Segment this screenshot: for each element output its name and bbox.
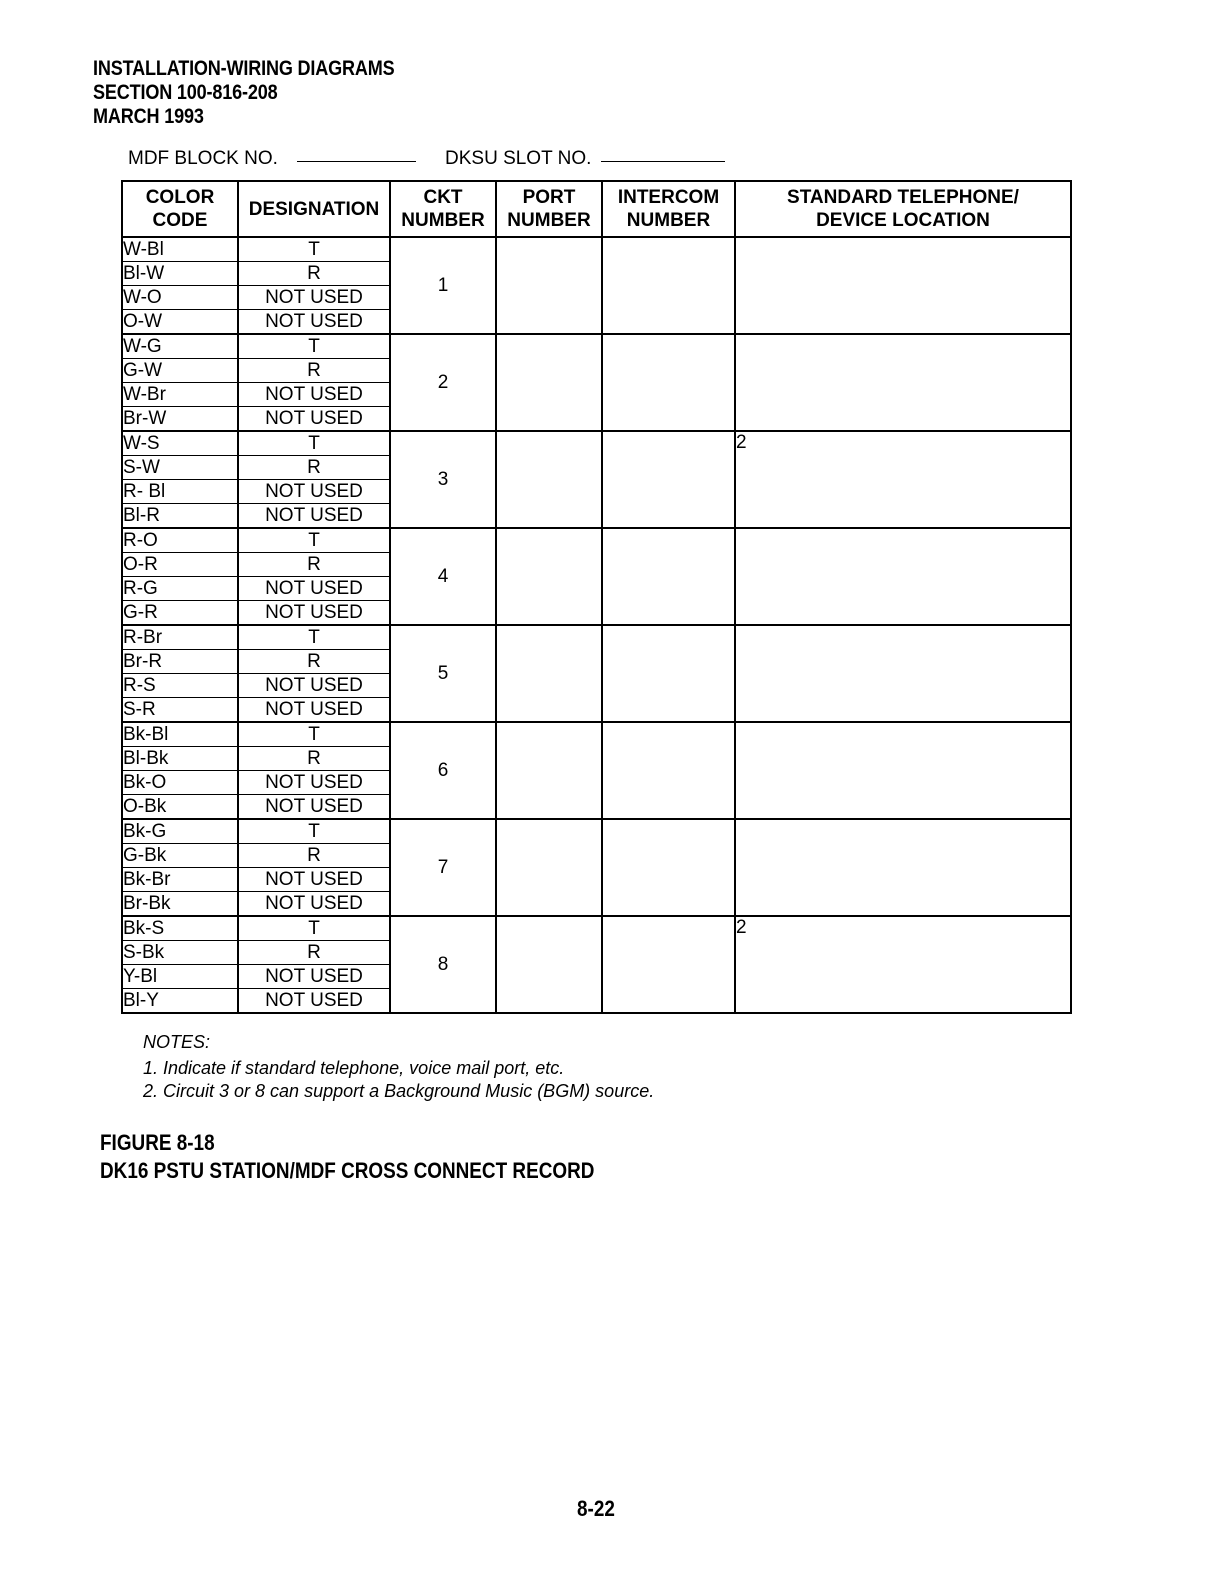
designation-cell: T (238, 625, 390, 650)
designation-cell: NOT USED (238, 601, 390, 626)
designation-cell: NOT USED (238, 310, 390, 335)
device-location-cell[interactable] (735, 625, 1071, 722)
device-location-cell[interactable] (735, 237, 1071, 334)
device-location-cell[interactable] (735, 528, 1071, 625)
header-intercom-number: INTERCOM NUMBER (602, 181, 735, 237)
designation-cell: T (238, 819, 390, 844)
port-number-cell[interactable] (496, 819, 602, 916)
note-2: 2. Circuit 3 or 8 can support a Background Music (BGM) source. (143, 1081, 655, 1101)
designation-cell: NOT USED (238, 892, 390, 917)
color-code-cell: Y-Bl (122, 965, 238, 989)
table-row (122, 334, 1071, 359)
designation-cell: R (238, 650, 390, 674)
designation-cell: NOT USED (238, 383, 390, 407)
header-section: SECTION 100-816-208 (93, 81, 278, 104)
table-row (122, 819, 1071, 844)
port-number-cell[interactable] (496, 916, 602, 1013)
mdf-block-blank (297, 161, 416, 162)
figure-title: DK16 PSTU STATION/MDF CROSS CONNECT RECORD (100, 1158, 595, 1183)
port-number-cell[interactable] (496, 722, 602, 819)
circuit-number-cell: 7 (390, 819, 496, 916)
circuit-number-cell: 2 (390, 334, 496, 431)
device-location-cell[interactable] (735, 722, 1071, 819)
intercom-number-cell[interactable] (602, 334, 735, 431)
designation-cell: NOT USED (238, 965, 390, 989)
designation-cell: T (238, 334, 390, 359)
color-code-cell: Bk-O (122, 771, 238, 795)
color-code-cell: Bk-S (122, 916, 238, 941)
port-number-cell[interactable] (496, 237, 602, 334)
port-number-cell[interactable] (496, 431, 602, 528)
designation-cell: R (238, 941, 390, 965)
color-code-cell: Br-W (122, 407, 238, 432)
color-code-cell: Bk-Br (122, 868, 238, 892)
intercom-number-cell[interactable] (602, 819, 735, 916)
color-code-cell: R-S (122, 674, 238, 698)
page-number: 8-22 (577, 1496, 615, 1521)
header-device-location: STANDARD TELEPHONE/ DEVICE LOCATION (735, 181, 1071, 237)
color-code-cell: W-G (122, 334, 238, 359)
circuit-number-cell: 5 (390, 625, 496, 722)
designation-cell: R (238, 262, 390, 286)
designation-cell: R (238, 359, 390, 383)
port-number-cell[interactable] (496, 625, 602, 722)
circuit-number-cell: 1 (390, 237, 496, 334)
circuit-number-cell: 8 (390, 916, 496, 1013)
color-code-cell: Bl-W (122, 262, 238, 286)
designation-cell: NOT USED (238, 504, 390, 529)
circuit-number-cell: 3 (390, 431, 496, 528)
device-location-cell[interactable] (735, 334, 1071, 431)
color-code-cell: G-W (122, 359, 238, 383)
designation-cell: T (238, 528, 390, 553)
port-number-cell[interactable] (496, 334, 602, 431)
designation-cell: NOT USED (238, 698, 390, 723)
device-location-cell[interactable]: 2 (735, 916, 1071, 1013)
figure-number: FIGURE 8-18 (100, 1130, 215, 1155)
header-title: INSTALLATION-WIRING DIAGRAMS (93, 57, 395, 80)
designation-cell: T (238, 916, 390, 941)
color-code-cell: Br-R (122, 650, 238, 674)
circuit-number-cell: 4 (390, 528, 496, 625)
intercom-number-cell[interactable] (602, 237, 735, 334)
color-code-cell: W-O (122, 286, 238, 310)
designation-cell: NOT USED (238, 407, 390, 432)
designation-cell: T (238, 722, 390, 747)
header-port-number: PORT NUMBER (496, 181, 602, 237)
color-code-cell: W-Bl (122, 237, 238, 262)
device-location-cell[interactable] (735, 819, 1071, 916)
color-code-cell: S-R (122, 698, 238, 723)
dksu-slot-label: DKSU SLOT NO. (445, 148, 592, 169)
color-code-cell: G-Bk (122, 844, 238, 868)
designation-cell: NOT USED (238, 771, 390, 795)
table-row (122, 916, 1071, 941)
designation-cell: NOT USED (238, 674, 390, 698)
designation-cell: NOT USED (238, 989, 390, 1014)
intercom-number-cell[interactable] (602, 625, 735, 722)
header-designation: DESIGNATION (238, 181, 390, 237)
header-color-code: COLOR CODE (122, 181, 238, 237)
designation-cell: R (238, 553, 390, 577)
color-code-cell: G-R (122, 601, 238, 626)
color-code-cell: Br-Bk (122, 892, 238, 917)
dksu-slot-blank (601, 161, 725, 162)
table-row (122, 237, 1071, 262)
color-code-cell: Bk-Bl (122, 722, 238, 747)
color-code-cell: W-Br (122, 383, 238, 407)
port-number-cell[interactable] (496, 528, 602, 625)
designation-cell: NOT USED (238, 480, 390, 504)
notes-title: NOTES: (143, 1032, 211, 1052)
table-row (122, 528, 1071, 553)
color-code-cell: Bl-R (122, 504, 238, 529)
intercom-number-cell[interactable] (602, 916, 735, 1013)
color-code-cell: Bk-G (122, 819, 238, 844)
designation-cell: R (238, 456, 390, 480)
intercom-number-cell[interactable] (602, 722, 735, 819)
intercom-number-cell[interactable] (602, 528, 735, 625)
designation-cell: R (238, 747, 390, 771)
cross-connect-table (121, 180, 1072, 1014)
designation-cell: NOT USED (238, 577, 390, 601)
note-1: 1. Indicate if standard telephone, voice mail port, etc. (143, 1058, 565, 1078)
device-location-cell[interactable]: 2 (735, 431, 1071, 528)
color-code-cell: O-W (122, 310, 238, 335)
color-code-cell: R-Br (122, 625, 238, 650)
table-header-row (122, 181, 1071, 237)
table-row (122, 722, 1071, 747)
table-row (122, 625, 1071, 650)
color-code-cell: Bl-Y (122, 989, 238, 1014)
color-code-cell: O-R (122, 553, 238, 577)
table-row (122, 431, 1071, 456)
color-code-cell: R- Bl (122, 480, 238, 504)
designation-cell: NOT USED (238, 868, 390, 892)
designation-cell: T (238, 237, 390, 262)
designation-cell: NOT USED (238, 286, 390, 310)
circuit-number-cell: 6 (390, 722, 496, 819)
color-code-cell: Bl-Bk (122, 747, 238, 771)
designation-cell: T (238, 431, 390, 456)
header-ckt-number: CKT NUMBER (390, 181, 496, 237)
header-date: MARCH 1993 (93, 105, 204, 128)
color-code-cell: S-W (122, 456, 238, 480)
designation-cell: R (238, 844, 390, 868)
color-code-cell: W-S (122, 431, 238, 456)
color-code-cell: R-G (122, 577, 238, 601)
intercom-number-cell[interactable] (602, 431, 735, 528)
color-code-cell: S-Bk (122, 941, 238, 965)
color-code-cell: R-O (122, 528, 238, 553)
color-code-cell: O-Bk (122, 795, 238, 820)
mdf-block-label: MDF BLOCK NO. (128, 148, 278, 169)
designation-cell: NOT USED (238, 795, 390, 820)
